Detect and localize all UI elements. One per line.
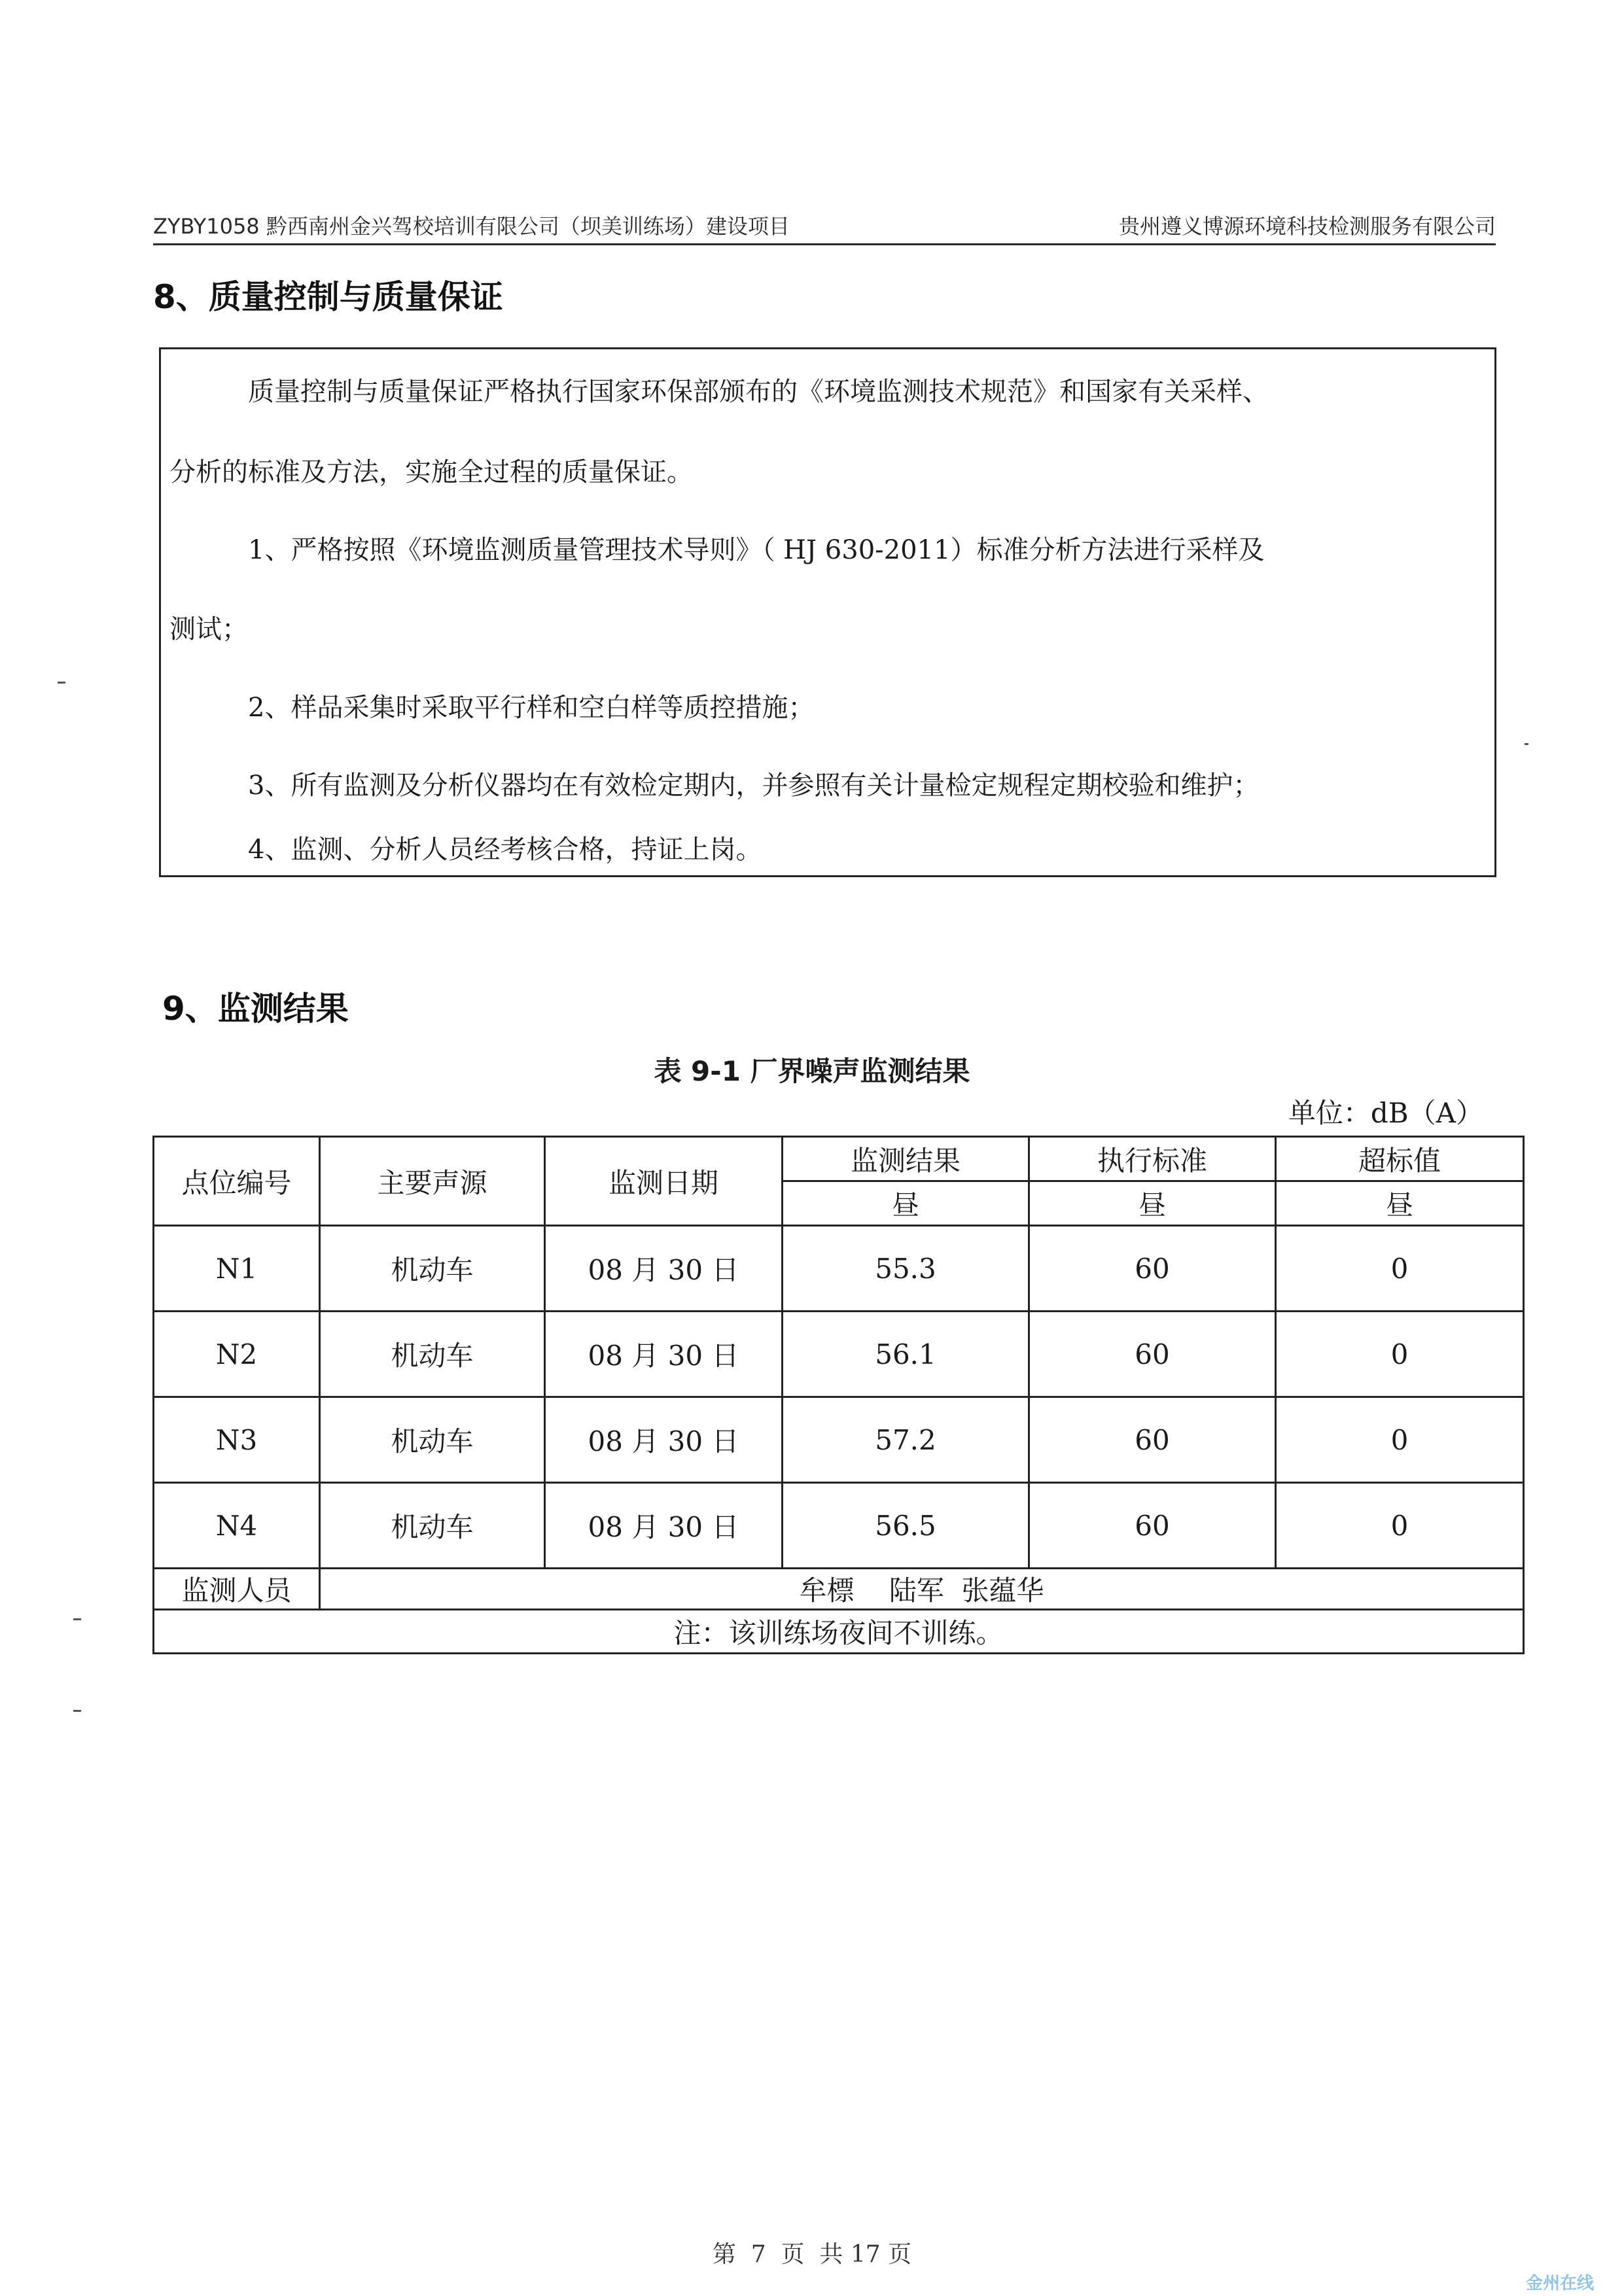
section-8-title: 8、质量控制与质量保证 [153, 278, 503, 316]
cell-result: 56.1 [783, 1312, 1029, 1397]
personnel-row [154, 1569, 1524, 1610]
cell-exceed: 0 [1276, 1312, 1524, 1397]
personnel-names: 牟標 陆军 张蕴华 [320, 1569, 1524, 1610]
watermark-logo: 金州在线 [1525, 2274, 1594, 2293]
table-header-row [154, 1137, 1524, 1181]
cell-exceed: 0 [1276, 1397, 1524, 1483]
cell-point-id: N2 [154, 1312, 320, 1397]
cell-date: 08 月 30 日 [545, 1226, 783, 1312]
header-date: 监测日期 [545, 1137, 783, 1226]
qc-item-4: 4、监测、分析人员经考核合格，持证上岗。 [248, 835, 762, 865]
header-company-name: 贵州遵义博源环境科技检测服务有限公司 [1118, 214, 1496, 239]
cell-source: 机动车 [320, 1397, 545, 1483]
cell-point-id: N1 [154, 1226, 320, 1312]
header-project-name: ZYBY1058 黔西南州金兴驾校培训有限公司（坝美训练场）建设项目 [153, 214, 790, 239]
page-header [153, 213, 1496, 245]
cell-result: 56.5 [783, 1483, 1029, 1569]
noise-result-table [152, 1136, 1525, 1654]
cell-standard: 60 [1029, 1312, 1276, 1397]
scan-mark [73, 1618, 81, 1620]
personnel-label: 监测人员 [154, 1569, 320, 1610]
cell-point-id: N4 [154, 1483, 320, 1569]
cell-date: 08 月 30 日 [545, 1483, 783, 1569]
table-note: 注：该训练场夜间不训练。 [154, 1610, 1524, 1654]
note-row [154, 1610, 1524, 1654]
table-row [154, 1483, 1524, 1569]
subheader-day: 昼 [1029, 1181, 1276, 1226]
cell-result: 55.3 [783, 1226, 1029, 1312]
cell-exceed: 0 [1276, 1483, 1524, 1569]
table-row [154, 1312, 1524, 1397]
header-result: 监测结果 [783, 1137, 1029, 1181]
table-row [154, 1397, 1524, 1483]
unit-label: 单位：dB（A） [1288, 1097, 1483, 1129]
cell-exceed: 0 [1276, 1226, 1524, 1312]
quality-control-box [159, 347, 1496, 877]
page-number: 第 7 页 共 17 页 [712, 2241, 912, 2268]
cell-result: 57.2 [783, 1397, 1029, 1483]
qc-paragraph-line: 分析的标准及方法，实施全过程的质量保证。 [169, 457, 693, 487]
qc-item-2: 2、样品采集时采取平行样和空白样等质控措施； [248, 693, 815, 723]
cell-date: 08 月 30 日 [545, 1397, 783, 1483]
cell-point-id: N3 [154, 1397, 320, 1483]
section-9-title: 9、监测结果 [162, 990, 349, 1028]
header-standard: 执行标准 [1029, 1137, 1276, 1181]
cell-source: 机动车 [320, 1312, 545, 1397]
scan-mark [58, 682, 65, 684]
subheader-day: 昼 [1276, 1181, 1524, 1226]
scan-mark [1525, 743, 1528, 745]
cell-standard: 60 [1029, 1483, 1276, 1569]
subheader-day: 昼 [783, 1181, 1029, 1226]
table-caption: 表 9-1 厂界噪声监测结果 [654, 1055, 970, 1087]
header-main-source: 主要声源 [320, 1137, 545, 1226]
scan-mark [73, 1710, 81, 1712]
qc-item-3: 3、所有监测及分析仪器均在有效检定期内，并参照有关计量检定规程定期校验和维护； [248, 771, 1260, 801]
cell-source: 机动车 [320, 1483, 545, 1569]
qc-item-1: 1、严格按照《环境监测质量管理技术导则》（ HJ 630-2011）标准分析方法进行采样及 [248, 535, 1265, 565]
cell-standard: 60 [1029, 1397, 1276, 1483]
cell-source: 机动车 [320, 1226, 545, 1312]
header-exceed: 超标值 [1276, 1137, 1524, 1181]
header-point-id: 点位编号 [154, 1137, 320, 1226]
qc-paragraph-line: 质量控制与质量保证严格执行国家环保部颁布的《环境监测技术规范》和国家有关采样、 [248, 377, 1269, 407]
table-row [154, 1226, 1524, 1312]
qc-item-1-cont: 测试； [169, 614, 248, 644]
cell-standard: 60 [1029, 1226, 1276, 1312]
cell-date: 08 月 30 日 [545, 1312, 783, 1397]
